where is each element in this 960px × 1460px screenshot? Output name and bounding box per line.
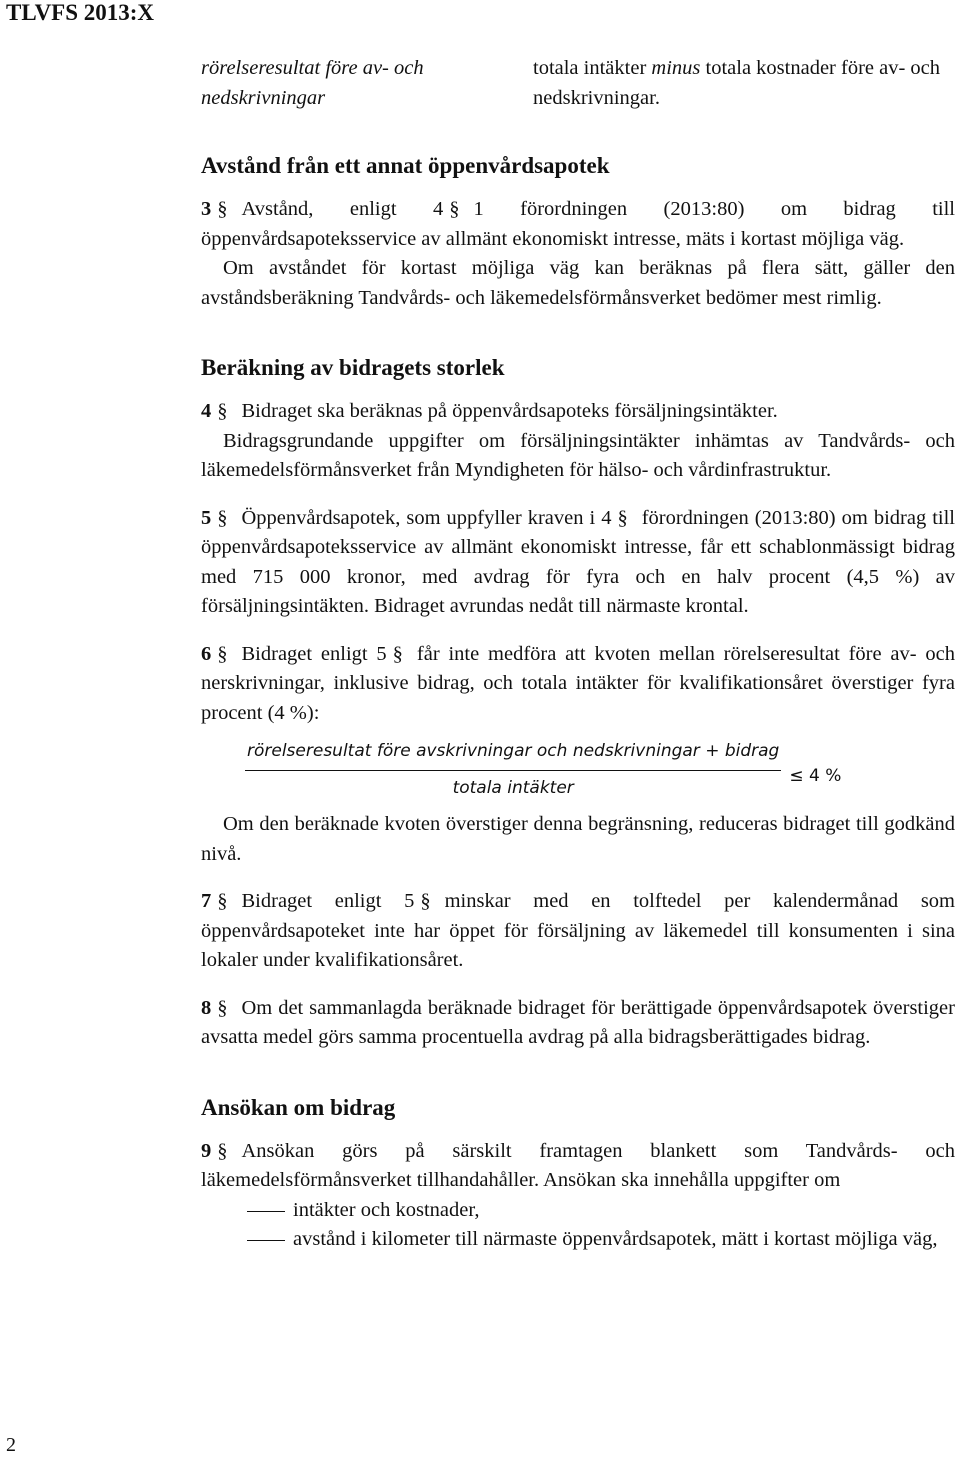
requirement-list bbox=[201, 1196, 955, 1255]
formula-relation: ≤ 4 % bbox=[789, 766, 842, 787]
section-symbol: § bbox=[392, 642, 403, 665]
paragraph-3-cont: Om avståndet för kortast möjliga väg kan beräknas på flera sätt, gäller den avståndsberäkning Tandvårds- och läkemedelsförmånsverket bedömer mest rimlig. bbox=[201, 257, 955, 309]
paragraph-6: 6 § Bidraget enligt 5 § får inte medföra att kvoten mellan rörelseresultat före av- och nerskrivningar, inklusive bidrag, och totala intäkter för kvalifikationsåret överstiger fyra procent (4 %): bbox=[201, 640, 955, 729]
section-symbol: § bbox=[217, 642, 228, 665]
document-body bbox=[201, 54, 955, 1255]
paragraph-4-cont: Bidragsgrundande uppgifter om försäljningsintäkter inhämtas av Tandvårds- och läkemedelsförmånsverket från Myndigheten för hälso- och vårdinfrastruktur. bbox=[201, 429, 955, 481]
paragraph-6-cont: Om den beräknade kvoten överstiger denna begränsning, reduceras bidraget till godkänd nivå. bbox=[201, 813, 955, 865]
heading-distance: Avstånd från ett annat öppenvårdsapotek bbox=[201, 153, 610, 178]
section-symbol: § bbox=[217, 1139, 228, 1162]
page-number: 2 bbox=[6, 1434, 16, 1456]
section-symbol: § bbox=[217, 506, 228, 529]
section-symbol: § bbox=[217, 198, 228, 220]
section-symbol: § bbox=[449, 198, 460, 220]
paragraph-9: 9 § Ansökan görs på särskilt framtagen blankett som Tandvårds- och läkemedelsförmånsverket tillhandahåller. Ansökan ska innehålla uppgifter om bbox=[201, 1137, 955, 1196]
dash-bullet bbox=[247, 1196, 293, 1226]
section-symbol: § bbox=[217, 890, 228, 912]
section-symbol: § bbox=[420, 890, 431, 912]
paragraph-7: 7 § Bidraget enligt 5 § minskar med en tolftedel per kalendermånad som öppenvårdsapoteket inte har öppet för försäljning av läkemedel till konsumenten i sina lokaler under kvalifikationsåret. bbox=[201, 887, 955, 976]
paragraph-8: 8 § Om det sammanlagda beräknade bidraget för berättigade öppenvårdsapotek överstiger avsatta medel görs samma procentuella avdrag på alla bidragsberättigades bidrag. bbox=[201, 994, 955, 1053]
section-symbol: § bbox=[217, 400, 228, 422]
definition-term: rörelseresultat före av- och nedskrivningar bbox=[201, 57, 424, 109]
paragraph-5: 5 § Öppenvårdsapotek, som uppfyller kraven i 4 § förordningen (2013:80) om bidrag till öppenvårdsapoteksservice av allmänt ekonomiskt intresse, får ett schablonmässigt bidrag med 715 000 kronor, med avdrag för fyra och en halv procent (4,5 %) av försäljningsintäkten. Bidraget avrundas nedåt till närmaste krontal. bbox=[201, 504, 955, 622]
document-header: TLVFS 2013:X bbox=[6, 0, 155, 25]
definition-row bbox=[201, 54, 955, 113]
list-item: intäkter och kostnader, bbox=[201, 1196, 955, 1226]
section-symbol: § bbox=[217, 996, 228, 1019]
formula-numerator: rörelseresultat före avskrivningar och nedskrivningar + bidrag bbox=[245, 737, 781, 771]
emphasis-minus: minus bbox=[651, 57, 701, 79]
definition-description: totala intäkter minus totala kostnader före av- och nedskrivningar. bbox=[533, 57, 941, 109]
list-item: avstånd i kilometer till närmaste öppenvårdsapotek, mätt i kortast möjliga väg, bbox=[201, 1225, 955, 1255]
formula-denominator: totala intäkter bbox=[452, 777, 574, 798]
heading-application: Ansökan om bidrag bbox=[201, 1094, 396, 1120]
heading-calculation: Beräkning av bidragets storlek bbox=[201, 355, 505, 380]
paragraph-4: 4 § Bidraget ska beräknas på öppenvårdsapoteks försäljningsintäkter. bbox=[201, 397, 955, 427]
dash-bullet bbox=[247, 1225, 293, 1255]
section-symbol: § bbox=[617, 506, 628, 529]
paragraph-3: 3 § Avstånd, enligt 4 § 1 förordningen (2013:80) om bidrag till öppenvårdsapoteksservice av allmänt ekonomiskt intresse, mäts i kortast möjliga väg. bbox=[201, 195, 955, 254]
quota-formula bbox=[245, 740, 955, 800]
formula-fraction bbox=[245, 737, 781, 803]
